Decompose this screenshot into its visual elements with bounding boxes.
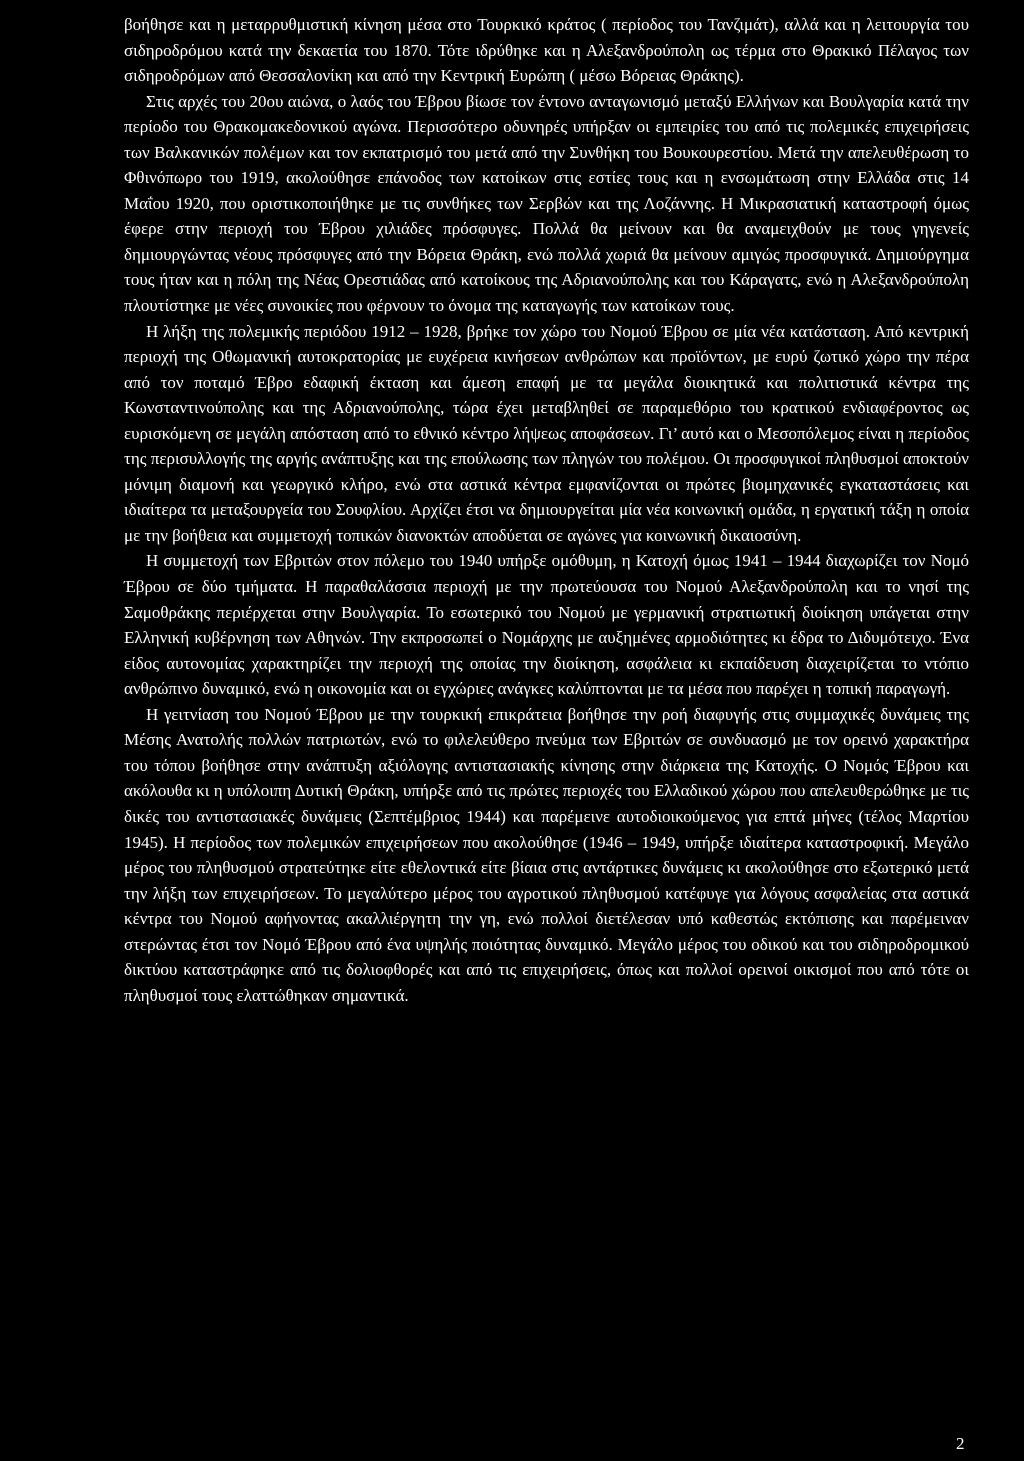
paragraph-4: Η συμμετοχή των Εβριτών στον πόλεμο του 1940 υπήρξε ομόθυμη, η Κατοχή όμως 1941 – 1944 διαχωρίζει τον Νομό Έβρου σε δύο τμήματα. Η παραθαλάσσια περιοχή με την πρωτεύουσα του Νομού Αλεξανδρούπολη και το νησί της Σαμοθράκης περιέρχεται στην Βουλγαρία. Το εσωτερικό του Νομού με γερμανική στρατιωτική διοίκηση υπάγεται στην Ελληνική κυβέρνηση των Αθηνών. Την εκπροσωπεί ο Νομάρχης με αυξημένες αρμοδιότητες κι έδρα το Διδυμότειχο. Ένα είδος αυτονομίας χαρακτηρίζει την περιοχή της οποίας την διοίκηση, ασφάλεια κι εκπαίδευση διαχειρίζεται το ντόπιο ανθρώπινο δυναμικό, ενώ η οικονομία και οι εγχώριες ανάγκες καλύπτονται με τα μέσα που παρέχει η τοπική παραγωγή. (124, 551, 969, 699)
paragraph-3: Η λήξη της πολεμικής περιόδου 1912 – 1928, βρήκε τον χώρο του Νομού Έβρου σε μία νέα κατάσταση. Από κεντρική περιοχή της Οθωμανική αυτοκρατορίας με ευχέρεια κινήσεων ανθρώπων και προϊόντων, με ευρύ ζωτικό χώρο την πέρα από τον ποταμό Έβρο εδαφική έκταση και άμεση επαφή με τα μεγάλα διοικητικά και πολιτιστικά κέντρα της Κωνσταντινούπολης και της Αδριανούπολης, τώρα έχει μεταβληθεί σε παραμεθόριο του κρατικού ενδιαφέροντος ως ευρισκόμενη σε μεγάλη απόσταση από το εθνικό κέντρο λήψεως αποφάσεων. Γι’ αυτό και ο Μεσοπόλεμος είναι η περίοδος της περισυλλογής της αργής ανάπτυξης και της επούλωσης των πληγών του πολέμου. Οι προσφυγικοί πληθυσμοί αποκτούν μόνιμη διαμονή και γεωργικό κλήρο, ενώ στα αστικά κέντρα εμφανίζονται οι πρώτες βιομηχανικές εγκαταστάσεις και ιδιαίτερα τα μεταξουργεία του Σουφλίου. Αρχίζει έτσι να δημιουργείται μία νέα κοινωνική ομάδα, η εργατική τάξη η οποία με την βοήθεια και συμμετοχή τοπικών διανοκτών αποδύεται σε αγώνες για κοινωνική δικαιοσύνη. (124, 321, 969, 545)
paragraph-1: βοήθησε και η μεταρρυθμιστική κίνηση μέσα στο Τουρκικό κράτος ( περίοδος του Τανζιμάτ), αλλά και η λειτουργία του σιδηροδρόμου κατά την δεκαετία του 1870. Τότε ιδρύθηκε και η Αλεξανδρούπολη ως τέρμα στο Θρακικό Πέλαγος των σιδηροδρόμων από Θεσσαλονίκη και από την Κεντρική Ευρώπη ( μέσω Βόρειας Θράκης). (124, 15, 969, 86)
page-number: 2 (956, 1434, 965, 1453)
paragraph-5: Η γειτνίαση του Νομού Έβρου με την τουρκική επικράτεια βοήθησε την ροή διαφυγής στις συμμαχικές δυνάμεις της Μέσης Ανατολής πολλών πατριωτών, ενώ το φιλελεύθερο πνεύμα των Εβριτών σε συνδυασμό με τον ορεινό χαρακτήρα του τόπου βοήθησε στην ανάπτυξη αξιόλογης αντιστασιακής κίνησης στην διάρκεια της Κατοχής. Ο Νομός Έβρου και ακόλουθα κι η υπόλοιπη Δυτική Θράκη, υπήρξε από τις πρώτες περιοχές του Ελλαδικού χώρου που απελευθερώθηκε με τις δικές του αντιστασιακές δυνάμεις (Σεπτέμβριος 1944) και παρέμεινε αυτοδιοικούμενος για επτά μήνες (τέλος Μαρτίου 1945). Η περίοδος των πολεμικών επιχειρήσεων που ακολούθησε (1946 – 1949, υπήρξε ιδιαίτερα καταστροφική. Μεγάλο μέρος του πληθυσμού στρατεύτηκε είτε εθελοντικά είτε βίαια στις αντάρτικες δυνάμεις κι ακολούθησε στο εξωτερικό μετά την λήξη των επιχειρήσεων. Το μεγαλύτερο μέρος του αγροτικού πληθυσμού κατέφυγε για λόγους ασφαλείας στα αστικά κέντρα του Νομού αφήνοντας ακαλλιέργητη την γη, ενώ πολλοί διετέλεσαν υπό καθεστώς εκτόπισης και παρέμειναν στερώντας έτσι τον Νομό Έβρου από ένα υψηλής ποιότητας δυναμικό. Μεγάλο μέρος του οδικού και του σιδηροδρομικού δικτύου καταστράφηκε από τις δολιοφθορές και από τις επιχειρήσεις, όπως και πολλοί ορεινοί οικισμοί που από τότε οι πληθυσμοί τους ελαττώθηκαν σημαντικά. (124, 704, 969, 1005)
paragraph-2: Στις αρχές του 20ου αιώνα, ο λαός του Έβρου βίωσε τον έντονο ανταγωνισμό μεταξύ Ελλήνων και Βουλγαρία κατά την περίοδο του Θρακομακεδονικού αγώνα. Περισσότερο οδυνηρές υπήρξαν οι εμπειρίες του από τις πολεμικές επιχειρήσεις των Βαλκανικών πολέμων και τον εκπατρισμό του μετά από την Συνθήκη του Βουκουρεστίου. Μετά την απελευθέρωση το Φθινόπωρο του 1919, ακολούθησε επάνοδος των κατοίκων στις εστίες τους και η ενσωμάτωση στην Ελλάδα στις 14 Μαΐου 1920, που οριστικοποιήθηκε με τις συνθήκες των Σερβών και της Λοζάννης. Η Μικρασιατική καταστροφή όμως έφερε στην περιοχή του Έβρου χιλιάδες πρόσφυγες. Πολλά θα μείνουν και θα αναμειχθούν με τους γηγενείς δημιουργώντας νέους πρόσφυγες από την Βόρεια Θράκη, ενώ πολλά χωριά θα μείνουν αμιγώς προσφυγικά. Δημιούργημα τους ήταν και η πόλη της Νέας Ορεστιάδας από κατοίκους της Αδριανούπολης και του Κάραγατς, ενώ η Αλεξανδρούπολη πλουτίστηκε με νέες συνοικίες που φέρνουν το όνομα της καταγωγής των κατοίκων τους. (124, 91, 969, 316)
body-text (124, 12, 969, 1008)
